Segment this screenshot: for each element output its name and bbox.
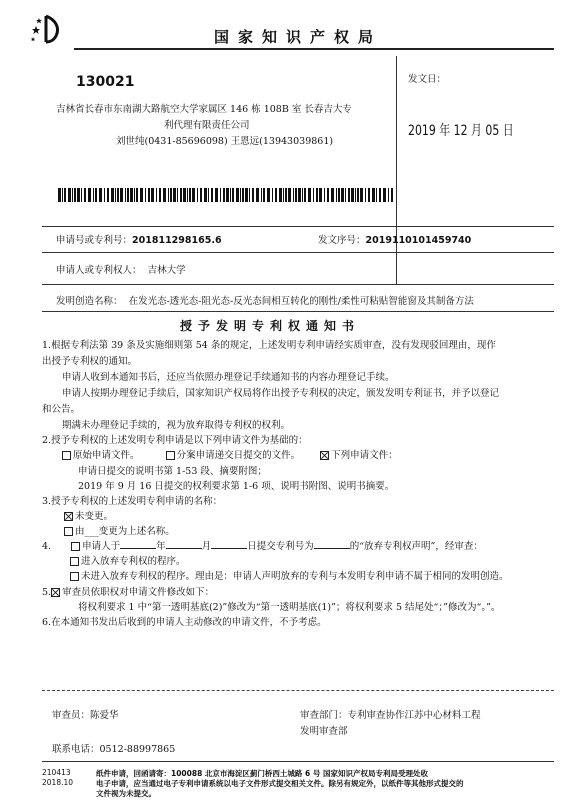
invention-title	[56, 293, 474, 307]
barcode-bar	[127, 188, 129, 202]
barcode-bar	[226, 188, 229, 202]
office-name: 国家知识产权局	[214, 28, 383, 46]
barcode-bar	[360, 188, 363, 202]
barcode-bar	[232, 188, 234, 202]
barcode-bar	[283, 188, 284, 202]
barcode-bar	[331, 188, 334, 202]
barcode-bar	[236, 188, 239, 202]
following-docs-checkbox[interactable]	[320, 451, 329, 460]
barcode-bar	[376, 188, 377, 202]
rule-4	[42, 311, 554, 312]
body-p3: 3.授予专利权的上述发明专利申请的名称：	[42, 496, 223, 507]
barcode-bar	[211, 188, 213, 202]
examiner-label: 审查员：	[52, 710, 91, 721]
barcode-bar	[324, 188, 325, 202]
body-p6: 6.在本通知书发出后收到的申请人主动修改的申请文件，不予考虑。	[42, 617, 327, 628]
barcode-bar	[351, 188, 354, 202]
phone-label: 联系电话：	[52, 744, 100, 755]
barcode-bar	[304, 188, 306, 202]
p4-c: 未进入放弃专利权的程序。理由是：申请人声明放弃的专利与本发明专利申请不属于相同的发明创造。	[81, 571, 509, 582]
barcode-bar	[134, 188, 135, 202]
barcode-bar	[197, 188, 198, 202]
barcode-bar	[183, 188, 186, 202]
barcode-bar	[295, 188, 297, 202]
address-block	[42, 56, 397, 284]
body-p1c: 申请人收到本通知书后，还应当依照办理登记手续通知书的内容办理登记手续。	[62, 372, 395, 383]
barcode-bar	[249, 188, 250, 202]
barcode-bar	[338, 188, 340, 202]
p2-options	[62, 447, 398, 461]
barcode-bar	[341, 188, 344, 202]
barcode-bar	[336, 188, 337, 202]
barcode-bar	[117, 188, 119, 202]
barcode-bar	[145, 188, 146, 202]
barcode-bar	[62, 188, 63, 202]
barcode-bar	[68, 188, 71, 202]
footer-code-2: 2018.10	[42, 778, 74, 787]
app-no	[56, 232, 222, 246]
barcode-bar	[200, 188, 202, 202]
p4-a4: 日提交专利号为	[247, 541, 314, 552]
barcode-bar	[180, 188, 182, 202]
address-line-2: 利代理有限责任公司	[164, 120, 250, 131]
doc-serial-label: 发文序号：	[318, 235, 366, 246]
barcode-bar	[288, 188, 291, 202]
barcode-bar	[130, 188, 133, 202]
phone-value: 0512-88997865	[99, 744, 176, 755]
signature-top-dash	[42, 690, 554, 691]
divisional-docs-checkbox[interactable]	[166, 451, 175, 460]
doc-serial-value: 2019110101459740	[365, 235, 472, 246]
barcode-bar	[308, 188, 311, 202]
p5-num: 5.	[42, 587, 52, 598]
barcode-bar	[58, 188, 61, 202]
dept-label: 审查部门：	[300, 710, 348, 721]
phone	[52, 741, 175, 755]
p2-opt3: 下列申请文件：	[331, 450, 398, 461]
issue-date-value: 2019 年 12 月 05 日	[408, 123, 514, 139]
p3-opt2: 由___变更为上述名称。	[75, 526, 175, 537]
barcode-bar	[245, 188, 248, 202]
p5: 审查员依职权对申请文件修改如下：	[62, 587, 215, 598]
body-p1d: 申请人按期办理登记手续后，国家知识产权局将作出授予专利权的决定，颁发发明专利证书，并予以登记	[62, 388, 500, 399]
month-blank	[166, 548, 202, 549]
barcode-bar	[272, 188, 273, 202]
barcode-bar	[72, 188, 73, 202]
barcode-bar	[302, 188, 303, 202]
barcode-bar	[220, 188, 221, 202]
barcode-bar	[223, 188, 225, 202]
footer-rule	[42, 761, 554, 762]
barcode-bar	[372, 188, 375, 202]
examiner-amend-checkbox[interactable]	[51, 588, 60, 597]
barcode-bar	[148, 188, 150, 202]
barcode-bar	[93, 188, 94, 202]
body-p1b: 出授予专利权的通知。	[42, 356, 138, 367]
barcode-bar	[115, 188, 116, 202]
barcode-bar	[275, 188, 277, 202]
notice-title: 授予发明专利权通知书	[180, 319, 361, 333]
body-p5-detail: 将权利要求 1 中“第一透明基底(2)”修改为“第一透明基底(1)”；将权利要求 5 结尾处“；”修改为“。”。	[78, 602, 501, 613]
barcode-bar	[327, 188, 329, 202]
dept-value-2: 发明审查部	[300, 726, 348, 737]
body-p2-a: 申请日提交的说明书第 1-53 段、摘要附图；	[78, 466, 267, 477]
changed-checkbox[interactable]	[64, 527, 73, 536]
applicant-value: 吉林大学	[147, 265, 186, 276]
barcode-bar	[345, 188, 346, 202]
barcode-bar	[156, 188, 157, 202]
barcode-bar	[252, 188, 254, 202]
waiver-enter-checkbox[interactable]	[70, 557, 79, 566]
footer-text-2: 电子申请，应当通过电子专利申请系统以电子文件形式提交相关文件。除另有规定外，以纸件等其他形式提交的	[96, 779, 464, 788]
p4-num: 4.	[42, 541, 52, 552]
barcode-bar	[140, 188, 143, 202]
p5-row	[42, 584, 214, 598]
p3-opt2-row	[64, 523, 175, 537]
body-p2-b: 2019 年 9 月 16 日提交的权利要求第 1-6 项、说明书附图、说明书摘要。	[78, 481, 395, 492]
barcode-bar	[215, 188, 218, 202]
barcode-bar	[279, 188, 282, 202]
barcode-bar	[84, 188, 86, 202]
footer-text-1: 纸件申请，回函请寄：100088 北京市海淀区蓟门桥西土城路 6 号 国家知识产权局专利局受理处收	[96, 769, 428, 778]
body-p2: 2.授予专利权的上述发明专利申请是以下列申请文件为基础的：	[42, 435, 308, 446]
fields-top-rule	[42, 226, 554, 227]
body-p1e: 和公告。	[42, 404, 81, 415]
rule-3	[42, 284, 554, 285]
barcode-bar	[77, 188, 80, 202]
address-line-3: 刘世纯(0431-85696098) 王恩远(13943039861)	[116, 136, 334, 147]
examiner	[52, 707, 119, 721]
barcode-bar	[177, 188, 178, 202]
waiver-not-enter-checkbox[interactable]	[70, 572, 79, 581]
title-label: 发明创造名称：	[56, 296, 123, 307]
examiner-value: 陈爱华	[90, 710, 119, 721]
app-no-value: 201811298165.6	[132, 235, 222, 246]
barcode-bar	[170, 188, 172, 202]
issue-date-label: 发文日：	[408, 74, 447, 85]
barcode-bar	[74, 188, 76, 202]
applicant	[56, 262, 186, 276]
barcode-bar	[111, 188, 114, 202]
address-line-1: 吉林省长春市东南湖大路航空大学家属区 146 栋 108B 室 长春吉大专	[56, 104, 352, 115]
barcode-bar	[388, 188, 389, 202]
app-no-label: 申请号或专利号：	[56, 235, 133, 246]
rule-2	[42, 252, 554, 253]
p4-a3: 月	[201, 541, 212, 552]
patent-no-blank	[314, 548, 350, 549]
barcode-bar	[383, 188, 386, 202]
year-blank	[120, 548, 156, 549]
body-p1f: 期满未办理登记手续的，视为放弃取得专利权的权利。	[62, 420, 291, 431]
barcode-bar	[298, 188, 301, 202]
body-p1a: 1.根据专利法第 39 条及实施细则第 54 条的规定，上述发明专利申请经实质审查，没有发现驳回理由，现作	[42, 340, 496, 351]
barcode-bar	[95, 188, 97, 202]
p4-row	[42, 538, 483, 552]
p4-a1: 申请人于	[82, 541, 121, 552]
barcode-bar	[99, 188, 102, 202]
p2-opt2: 分案申请递交日提交的文件。	[176, 450, 301, 461]
barcode-bar	[104, 188, 105, 202]
barcode-bar	[391, 188, 393, 202]
barcode-bar	[355, 188, 356, 202]
barcode	[58, 188, 394, 202]
p4-a2: 年	[156, 541, 166, 552]
barcode-bar	[261, 188, 262, 202]
footer-text-3: 文件视为未提交。	[96, 789, 156, 798]
barcode-bar	[263, 188, 265, 202]
barcode-bar	[267, 188, 270, 202]
barcode-bar	[204, 188, 207, 202]
barcode-bar	[81, 188, 82, 202]
office-logo	[30, 14, 70, 44]
barcode-bar	[107, 188, 109, 202]
dept	[300, 707, 481, 721]
postal-code: 130021	[76, 74, 135, 90]
waiver-checkbox[interactable]	[71, 542, 80, 551]
barcode-bar	[319, 188, 322, 202]
barcode-bar	[187, 188, 188, 202]
p4-a5: 的“放弃专利权声明”，经审查：	[349, 541, 483, 552]
barcode-bar	[88, 188, 91, 202]
barcode-bar	[189, 188, 191, 202]
barcode-bar	[163, 188, 166, 202]
title-value: 在发光态-透光态-阻光态-反光态间相互转化的刚性/柔性可粘贴智能窗及其制备方法	[128, 296, 474, 307]
original-docs-checkbox[interactable]	[62, 451, 71, 460]
barcode-bar	[316, 188, 318, 202]
p4-b: 进入放弃专利权的程序。	[81, 556, 186, 567]
barcode-bar	[348, 188, 350, 202]
barcode-bar	[240, 188, 241, 202]
barcode-bar	[64, 188, 66, 202]
barcode-bar	[192, 188, 195, 202]
p3-opt1-row	[64, 508, 113, 522]
barcode-bar	[313, 188, 314, 202]
p4-c-row	[70, 568, 509, 582]
barcode-bar	[365, 188, 366, 202]
barcode-bar	[230, 188, 231, 202]
barcode-bar	[256, 188, 259, 202]
barcode-bar	[285, 188, 287, 202]
barcode-bar	[168, 188, 169, 202]
barcode-bar	[125, 188, 126, 202]
day-blank	[211, 548, 247, 549]
dept-value-1: 专利审查协作江苏中心材料工程	[347, 710, 481, 721]
barcode-bar	[136, 188, 138, 202]
p4-b-row	[70, 553, 186, 567]
barcode-bar	[120, 188, 123, 202]
header-rule	[74, 48, 554, 50]
footer-code-1: 210413	[42, 768, 71, 777]
barcode-bar	[357, 188, 359, 202]
barcode-bar	[151, 188, 154, 202]
barcode-bar	[379, 188, 381, 202]
p2-opt1: 原始申请文件。	[73, 450, 140, 461]
barcode-bar	[293, 188, 294, 202]
barcode-bar	[159, 188, 161, 202]
applicant-label: 申请人或专利权人：	[56, 265, 142, 276]
barcode-bar	[368, 188, 370, 202]
barcode-bar	[208, 188, 209, 202]
barcode-bar	[173, 188, 176, 202]
p3-opt1: 未变更。	[75, 511, 114, 522]
unchanged-checkbox[interactable]	[64, 512, 73, 521]
barcode-bar	[242, 188, 244, 202]
doc-serial	[318, 232, 471, 246]
